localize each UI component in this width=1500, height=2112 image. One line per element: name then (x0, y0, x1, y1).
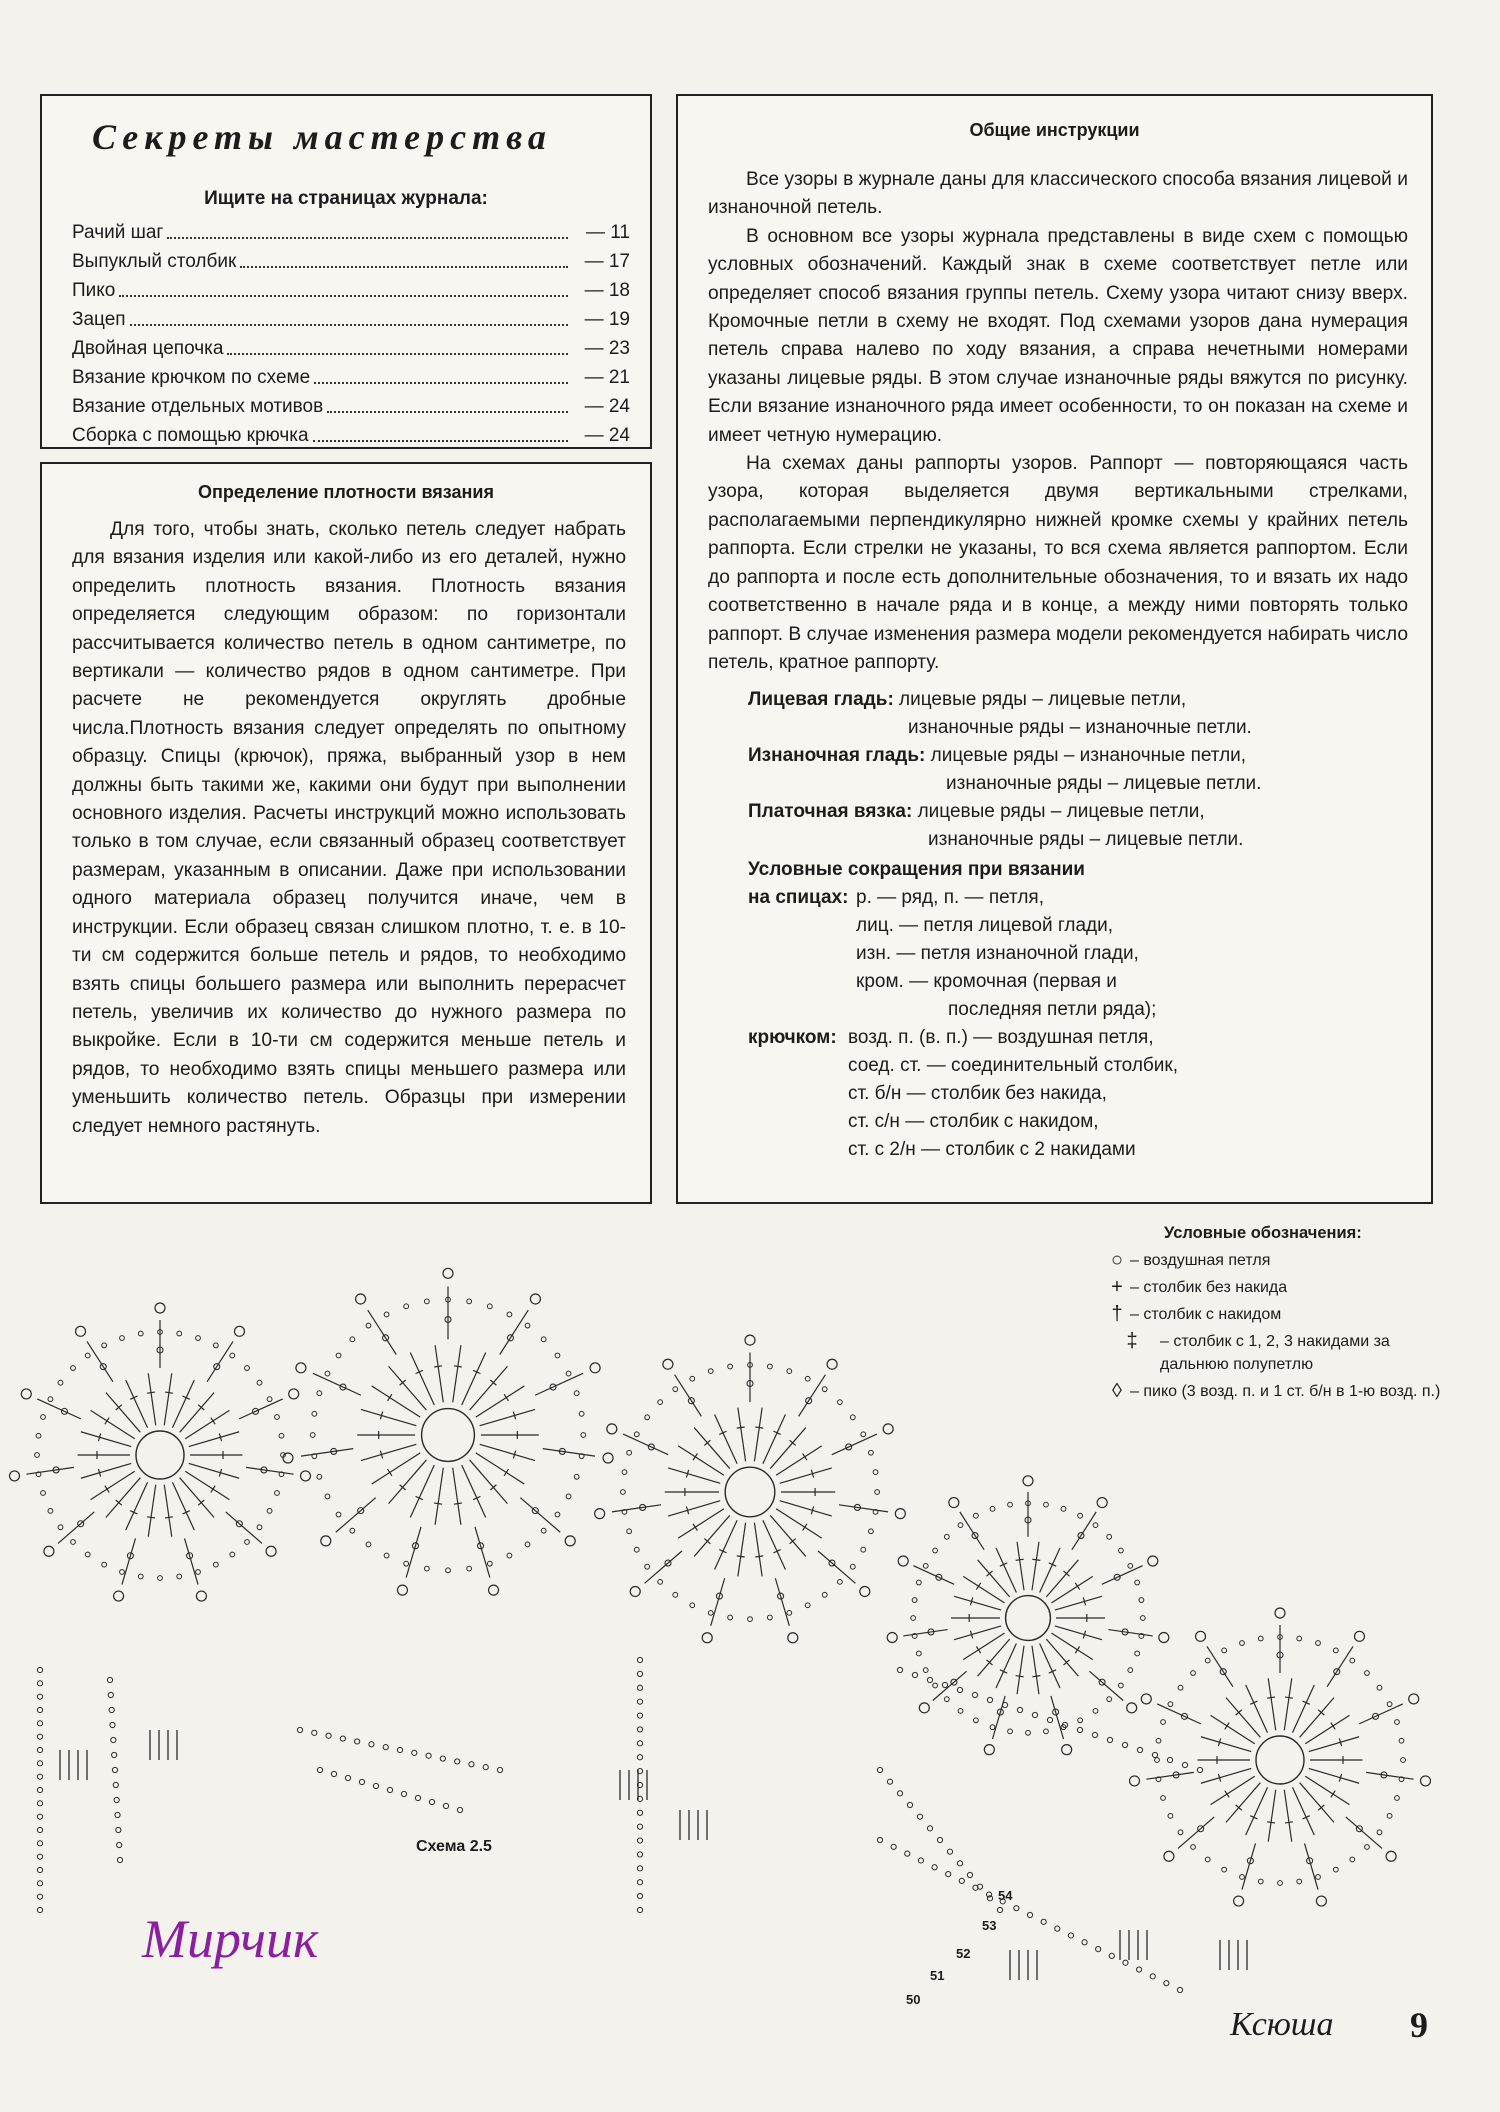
flower-motif (283, 1268, 613, 1595)
chain-stitch (1047, 1717, 1052, 1722)
density-box (40, 462, 652, 1204)
hook-abbr: ст. с 2/н — столбик с 2 накидами (848, 1139, 1136, 1160)
chain-stitch (426, 1753, 431, 1758)
chain-stitch (637, 1838, 642, 1843)
chain-stitch (927, 1677, 932, 1682)
chain-stitch (967, 1872, 972, 1877)
general-paragraph-2: В основном все узоры журнала представлены в виде схем с помощью условных обозначений. Каждый знак в схеме соответствует петле или определяет способ вязания группы петель. Схему узора читают снизу вверх. Кромочные петли в схему не входят. Под схемами узоров дана нумерация петель справа налево по ходу вязания, а справа нечетными номерами указаны лицевые ряды. В этом случае изнаночные ряды вяжутся по рисунку. Если вязание изнаночного ряда имеет особенности, то он показан на схеме и имеет четную нумерацию. (708, 225, 1408, 446)
stitch-line: изнаночные ряды – лицевые петли. (946, 773, 1262, 794)
chain-stitch (107, 1677, 112, 1682)
stitch-line: изнаночные ряды – изнаночные петли. (908, 717, 1252, 738)
chain-stitch (637, 1852, 642, 1857)
toc-page: — 18 (584, 280, 630, 301)
chain-stitch (905, 1851, 910, 1856)
chain-stitch (891, 1844, 896, 1849)
row-number: 52 (956, 1946, 971, 1961)
chain-stitch (997, 1907, 1002, 1912)
chain-stitch (415, 1795, 420, 1800)
toc-label: Рачий шаг (72, 222, 164, 243)
chain-stitch (877, 1767, 882, 1772)
chain-stitch (1027, 1912, 1032, 1917)
toc-leader-dots (227, 334, 568, 355)
toc-page: — 11 (585, 222, 630, 243)
chain-stitch (37, 1894, 42, 1899)
needles-abbr: последняя петли ряда); (948, 999, 1157, 1020)
chain-stitch (37, 1681, 42, 1686)
needles-abbr: изн. — петля изнаночной глади, (856, 943, 1139, 964)
chain-stitch (1150, 1974, 1155, 1979)
chain-stitch (37, 1881, 42, 1886)
chain-stitch (397, 1747, 402, 1752)
symbol-legend (1104, 1222, 1444, 1407)
chain-stitch (972, 1692, 977, 1697)
double-crochet-icon: † (1111, 1303, 1123, 1325)
chain-stitch (1137, 1747, 1142, 1752)
chain-stitch (1055, 1926, 1060, 1931)
toc-leader-dots (314, 363, 568, 384)
page-number: 9 (1410, 2005, 1428, 2045)
chain-stitch (112, 1767, 117, 1772)
chain-stitch (1109, 1953, 1114, 1958)
toc-page: — 23 (584, 338, 630, 359)
chain-stitch (1032, 1712, 1037, 1717)
needles-abbr: р. — ряд, п. — петля, (856, 887, 1044, 908)
legend-text: – столбик без накида (1130, 1279, 1288, 1296)
chain-stitch (110, 1722, 115, 1727)
chain-stitch (987, 1697, 992, 1702)
toc-item (72, 363, 630, 392)
density-heading: Определение плотности вязания (198, 482, 494, 502)
chain-stitch (373, 1783, 378, 1788)
chain-stitch (1197, 1767, 1202, 1772)
chain-stitch (1096, 1946, 1101, 1951)
chain-stitch (1182, 1762, 1187, 1767)
legend-item (1104, 1380, 1444, 1403)
chain-stitch (117, 1842, 122, 1847)
row-number: 51 (930, 1968, 945, 1983)
chain-stitch (927, 1826, 932, 1831)
density-text (72, 516, 626, 1141)
toc-label: Пико (72, 280, 116, 301)
chain-stitch (1107, 1737, 1112, 1742)
toc-page: — 24 (584, 425, 630, 446)
toc-label: Вязание крючком по схеме (72, 367, 311, 388)
stitch-garter (748, 798, 1388, 854)
chain-stitch (37, 1707, 42, 1712)
chain-stitch (455, 1759, 460, 1764)
toc-leader-dots (327, 392, 568, 413)
chain-stitch (483, 1765, 488, 1770)
chain-stitch (957, 1861, 962, 1866)
flower-motif (595, 1335, 906, 1643)
toc-page: — 19 (584, 309, 630, 330)
chain-stitch (946, 1871, 951, 1876)
chain-stitch (637, 1713, 642, 1718)
flower-motif (1129, 1608, 1430, 1906)
toc-item (72, 276, 630, 305)
stitch-line: изнаночные ряды – лицевые петли. (928, 829, 1244, 850)
chain-stitch (947, 1849, 952, 1854)
chain-stitch (637, 1755, 642, 1760)
flower-motif (887, 1476, 1169, 1755)
density-paragraph: Для того, чтобы знать, сколько петель следует набрать для вязания изделия или какой-либо из его деталей, нужно определить плотность вязания. Плотность вязания определяется следующим образом: по горизонтали рассчитывается количество петель в одном сантиметре, по вертикали — количество рядов в одном сантиметре. При расчете не рекомендуется округлять дробные числа.Плотность вязания следует определять по опытному образцу. Спицы (крючок), пряжа, выбранный узор в нем должны быть такими же, какими они будут при выполнении основного изделия. Расчеты инструкций можно использовать только в том случае, если связанный образец соответствует размерам, указанным в описании. Даже при использовании одного материала образец получится иначе, чем в инструкции. Если образец связан слишком плотно, т. е. в 10-ти см содержится больше петель и рядов, то необходимо взять спицы большего размера или выполнить перерасчет петель, увеличив их количество до нужного размера по выкройке. Если в 10-ти см содержится меньше петель и рядов, то необходимо взять спицы меньшего размера или уменьшить количество петель. Образцы при измерении следует немного растянуть. (72, 519, 626, 1137)
toc-item (72, 218, 630, 247)
abbr-heading: Условные сокращения при вязании (748, 859, 1085, 880)
chain-stitch (1041, 1919, 1046, 1924)
chain-stitch (637, 1810, 642, 1815)
chain-stitch (37, 1667, 42, 1672)
chain-stitch (897, 1667, 902, 1672)
legend-item (1104, 1276, 1444, 1299)
stitch-name: Платочная вязка: (748, 801, 913, 822)
chain-stitch (401, 1791, 406, 1796)
chain-stitch (340, 1736, 345, 1741)
general-paragraph-3: На схемах даны раппорты узоров. Раппорт — повторяющаяся часть узора, которая выделяется двумя вертикальными стрелками, располагаемыми перпендикулярно нижней кромке схемы у крайних петель раппорта. Если стрелки не указаны, то вся схема является раппортом. Если до раппорта и после есть дополнительные обозначения, то и вязать их надо соответственно в начале ряда и в конце, а между ними повторять только раппорт. В случае изменения размера модели рекомендуется набирать число петель, кратное раппорту. (708, 453, 1408, 673)
hook-abbr: возд. п. (в. п.) — воздушная петля, (848, 1027, 1154, 1048)
chain-stitch (37, 1787, 42, 1792)
chain-stitch (115, 1812, 120, 1817)
hook-abbr: соед. ст. — соединительный столбик, (848, 1055, 1179, 1076)
chain-stitch (387, 1787, 392, 1792)
chain-stitch (1136, 1967, 1141, 1972)
chain-stitch (117, 1857, 122, 1862)
legend-title: Условные обозначения: (1164, 1224, 1362, 1242)
chain-stitch (1014, 1906, 1019, 1911)
chain-stitch (942, 1682, 947, 1687)
toc-item (72, 421, 630, 450)
chain-stitch (312, 1730, 317, 1735)
hook-label: крючком: (748, 1027, 837, 1048)
chain-stitch (37, 1694, 42, 1699)
chain-stitch (37, 1734, 42, 1739)
single-crochet-icon: + (1111, 1276, 1123, 1298)
toc-leader-dots (119, 276, 568, 297)
chain-stitch (113, 1782, 118, 1787)
toc-item (72, 247, 630, 276)
chain-stitch (111, 1737, 116, 1742)
chain-stitch (440, 1756, 445, 1761)
chain-stitch (1082, 1940, 1087, 1945)
row-number: 54 (998, 1888, 1013, 1903)
stitch-line: лицевые ряды – лицевые петли, (899, 689, 1187, 710)
chain-stitch (37, 1827, 42, 1832)
chain-stitch (37, 1854, 42, 1859)
general-heading: Общие инструкции (969, 120, 1140, 140)
chain-stitch (297, 1727, 302, 1732)
magazine-name: Ксюша (1230, 2006, 1334, 2043)
toc-label: Зацеп (72, 309, 126, 330)
chain-stitch (369, 1742, 374, 1747)
chain-stitch (937, 1837, 942, 1842)
watermark-logo: Мирчик (142, 1909, 319, 1969)
stitch-line: лицевые ряды – лицевые петли, (917, 801, 1205, 822)
stitch-reverse (748, 742, 1388, 798)
chain-stitch (345, 1775, 350, 1780)
needles-abbr: лиц. — петля лицевой глади, (856, 915, 1114, 936)
chain-stitch (37, 1841, 42, 1846)
toc-item (72, 305, 630, 334)
chain-stitch (637, 1741, 642, 1746)
chain-stitch (359, 1779, 364, 1784)
chain-stitch (443, 1803, 448, 1808)
chain-stitch (1068, 1933, 1073, 1938)
chain-stitch (429, 1799, 434, 1804)
chain-stitch (959, 1878, 964, 1883)
chain-stitch (37, 1721, 42, 1726)
chain-stitch (383, 1745, 388, 1750)
chain-stitch (637, 1866, 642, 1871)
stitch-name: Изнаночная гладь: (748, 745, 926, 766)
toc-page: — 21 (584, 367, 630, 388)
row-number: 53 (982, 1918, 997, 1933)
chain-stitch (469, 1762, 474, 1767)
chain-stitch (355, 1739, 360, 1744)
chain-stitch (1177, 1987, 1182, 1992)
chain-stitch (497, 1767, 502, 1772)
hook-abbr: ст. б/н — столбик без накида, (848, 1083, 1107, 1104)
chain-stitch (887, 1779, 892, 1784)
chain-stitch (37, 1867, 42, 1872)
toc-leader-dots (313, 421, 568, 442)
chain-stitch (37, 1814, 42, 1819)
stitch-line: лицевые ряды – изнаночные петли, (930, 745, 1247, 766)
chain-stitch (957, 1687, 962, 1692)
secrets-subtitle: Ищите на страницах журнала: (204, 188, 488, 209)
chain-stitch (1092, 1732, 1097, 1737)
secrets-box (40, 94, 652, 449)
multi-crochet-icon: ‡ (1126, 1330, 1138, 1352)
chain-stitch (116, 1827, 121, 1832)
chain-stitch (1122, 1742, 1127, 1747)
chain-stitch (1164, 1981, 1169, 1986)
chain-stitch (108, 1692, 113, 1697)
chain-stitch (637, 1699, 642, 1704)
chain-stitch (412, 1750, 417, 1755)
chain-stitch (1002, 1702, 1007, 1707)
scheme-label: Схема 2.5 (416, 1838, 492, 1855)
chain-stitch-icon: ○ (1110, 1249, 1124, 1271)
toc-leader-dots (240, 247, 568, 268)
secrets-title: Секреты мастерства (92, 117, 552, 157)
legend-item (1104, 1249, 1444, 1272)
flower-motif (9, 1303, 310, 1601)
toc-label: Выпуклый столбик (72, 251, 237, 272)
chain-stitch (907, 1802, 912, 1807)
chain-stitch (326, 1733, 331, 1738)
chain-stitch (637, 1671, 642, 1676)
chain-stitch (457, 1807, 462, 1812)
toc-page: — 17 (584, 251, 630, 272)
chain-stitch (637, 1727, 642, 1732)
stitch-stockinette (748, 686, 1388, 742)
toc-item (72, 334, 630, 363)
toc-leader-dots (167, 218, 568, 239)
chain-stitch (932, 1865, 937, 1870)
chain-stitch (112, 1752, 117, 1757)
chain-stitch (331, 1771, 336, 1776)
toc-label: Вязание отдельных мотивов (72, 396, 324, 417)
legend-text: – столбик с накидом (1130, 1306, 1282, 1323)
chain-stitch (1167, 1757, 1172, 1762)
chain-stitch (637, 1685, 642, 1690)
legend-text: – пико (3 возд. п. и 1 ст. б/н в 1-ю возд. п.) (1130, 1383, 1441, 1400)
general-instructions-box (676, 94, 1433, 1204)
row-number: 50 (906, 1992, 921, 2007)
general-paragraph-1: Все узоры в журнале даны для классического способа вязания лицевой и изнаночной петель. (708, 169, 1408, 219)
toc-label: Двойная цепочка (72, 338, 224, 359)
chain-stitch (637, 1657, 642, 1662)
toc-page: — 24 (584, 396, 630, 417)
toc-list (72, 218, 630, 450)
picot-icon: ◊ (1112, 1380, 1122, 1402)
chain-stitch (637, 1880, 642, 1885)
needles-label: на спицах: (748, 887, 849, 908)
chain-stitch (109, 1707, 114, 1712)
chain-stitch (1077, 1727, 1082, 1732)
stitch-name: Лицевая гладь: (748, 689, 894, 710)
needles-abbr: кром. — кромочная (первая и (856, 971, 1117, 992)
chain-stitch (37, 1747, 42, 1752)
general-text (708, 166, 1408, 677)
toc-label: Сборка с помощью крючка (72, 425, 309, 446)
chain-stitch (317, 1767, 322, 1772)
chain-stitch (637, 1894, 642, 1899)
hook-abbr: ст. с/н — столбик с накидом, (848, 1111, 1099, 1132)
chain-stitch (37, 1801, 42, 1806)
chain-stitch (637, 1824, 642, 1829)
chain-stitch (37, 1907, 42, 1912)
chain-stitch (1017, 1707, 1022, 1712)
chain-stitch (918, 1858, 923, 1863)
chain-stitch (1152, 1752, 1157, 1757)
chain-stitch (114, 1797, 119, 1802)
toc-item (72, 392, 630, 421)
legend-item (1104, 1330, 1444, 1376)
toc-leader-dots (130, 305, 568, 326)
chain-stitch (637, 1907, 642, 1912)
chain-stitch (912, 1672, 917, 1677)
chain-stitch (877, 1837, 882, 1842)
legend-item (1104, 1303, 1444, 1326)
legend-text: – столбик с 1, 2, 3 накидами за дальнюю полупетлю (1160, 1333, 1390, 1373)
chain-stitch (37, 1774, 42, 1779)
legend-text: – воздушная петля (1130, 1252, 1271, 1269)
chain-stitch (897, 1791, 902, 1796)
chain-stitch (37, 1761, 42, 1766)
chain-stitch (917, 1814, 922, 1819)
chain-stitch (1123, 1960, 1128, 1965)
